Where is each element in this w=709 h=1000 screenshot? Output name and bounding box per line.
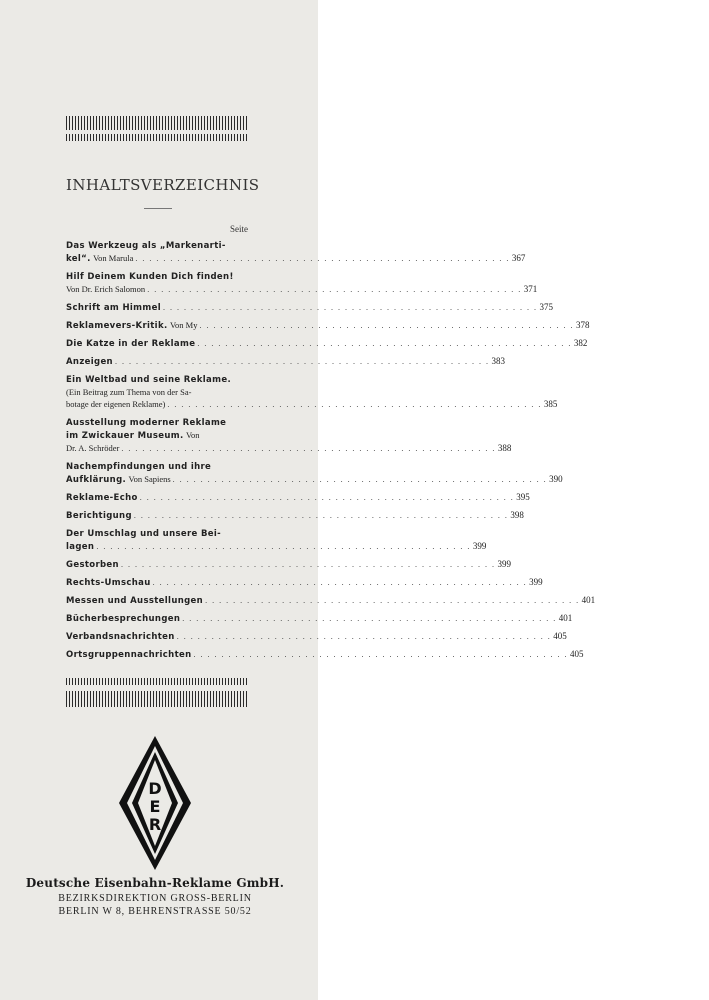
toc-page-number: 390 [549,474,563,484]
toc-line [66,337,588,350]
toc-entry-author: Von My [169,320,198,330]
toc-entry-author: Von Sapiens [128,474,171,484]
toc-leader-dots: . . . . . . . . . . . . . . . . . . . . . . . . . . . . . . . . . . . . . . . . . . . . . . . . . . . . . . [147,285,522,294]
toc-line [66,473,563,486]
toc-entry-title: Das Werkzeug als „Markenarti- [66,241,226,251]
toc-entry-author: Dr. A. Schröder [66,443,120,453]
toc-entry [66,301,553,314]
toc-page-number: 371 [523,284,538,294]
toc-entry [66,355,505,368]
toc-line-text [66,337,195,350]
toc-entry-title: lagen [66,542,95,552]
toc-line-text [66,594,203,607]
toc-line [66,252,526,265]
toc-entry [66,491,530,504]
toc-entry-author: Von [185,430,200,440]
toc-entry-title: Gestorben [66,560,119,570]
company-address: BERLIN W 8, BEHRENSTRASSE 50/52 [58,906,252,917]
toc-line-text [66,252,133,265]
toc-page-number: 395 [516,492,530,502]
toc-page-number: 375 [539,302,553,312]
toc-entry-title: Nachempfindungen und ihre [66,462,212,472]
toc-entry-author: (Ein Beitrag zum Thema von der Sa- [66,387,192,397]
toc-entry-title: Messen und Ausstellungen [66,596,204,606]
toc-entry-title: Berichtigung [66,511,132,521]
bottom-ornament-bar [66,691,248,707]
toc-page-number: 401 [558,613,573,623]
toc-line [66,319,590,332]
toc-line [66,558,511,571]
toc-line [66,648,584,661]
toc-leader-dots: . . . . . . . . . . . . . . . . . . . . . . . . . . . . . . . . . . . . . . . . . . . . . . . . . . . . . . [135,254,510,263]
toc-entry-title: kel“. [66,254,91,264]
toc-page-number: 399 [497,559,511,569]
toc-line [66,270,250,283]
logo-letter-r: R [148,815,162,834]
toc-line-text [66,540,94,553]
toc-entry-title: im Zwickauer Museum. [66,431,184,441]
toc-entry-title: Bücherbesprechungen [66,614,181,624]
logo-letter-e: E [149,797,161,816]
toc-line-text [66,491,138,504]
toc-entry-title: Schrift am Himmel [66,303,161,313]
toc-leader-dots: . . . . . . . . . . . . . . . . . . . . . . . . . . . . . . . . . . . . . . . . . . . . . . . . . . . . . . [162,303,538,312]
toc-entry [66,558,511,571]
toc-entry-title: Der Umschlag und unsere Bei- [66,529,222,539]
toc-line [66,373,250,386]
toc-line-text [66,576,151,589]
toc-page-number: 388 [497,443,512,453]
toc-leader-dots: . . . . . . . . . . . . . . . . . . . . . . . . . . . . . . . . . . . . . . . . . . . . . . . . . . . . . . [96,542,471,551]
toc-entry-title: Ausstellung moderner Reklame [66,418,227,428]
page-title: INHALTSVERZEICHNIS [66,176,260,194]
toc-line [66,239,250,252]
toc-page-number: 399 [472,541,487,551]
toc-leader-dots: . . . . . . . . . . . . . . . . . . . . . . . . . . . . . . . . . . . . . . . . . . . . . . . . . . . . . . [121,444,496,453]
toc-entry-author: Von Marula [93,253,134,263]
toc-line [66,460,250,473]
toc-line-text [66,461,211,471]
toc-leader-dots: . . . . . . . . . . . . . . . . . . . . . . . . . . . . . . . . . . . . . . . . . . . . . . . . . . . . . . [197,339,572,348]
table-of-contents [66,239,596,666]
toc-line-text [66,374,231,384]
toc-entry-author: Von Dr. Erich Salomon [66,284,146,294]
toc-line-text [66,630,175,643]
der-logo [119,736,191,870]
toc-entry [66,648,584,661]
toc-line [66,386,250,398]
toc-leader-dots: . . . . . . . . . . . . . . . . . . . . . . . . . . . . . . . . . . . . . . . . . . . . . . . . . . . . . . [133,511,509,520]
toc-leader-dots: . . . . . . . . . . . . . . . . . . . . . . . . . . . . . . . . . . . . . . . . . . . . . . . . . . . . . . [167,400,542,409]
logo-letter-d: D [148,779,162,798]
toc-line [66,630,567,643]
toc-line-text [66,430,200,440]
toc-entry-title: Ein Weltbad und seine Reklame. [66,375,232,385]
toc-line-text [66,558,119,571]
toc-leader-dots: . . . . . . . . . . . . . . . . . . . . . . . . . . . . . . . . . . . . . . . . . . . . . . . . . . . . . . [205,596,580,605]
page-column-label: Seite [230,224,248,234]
toc-entry-title: Reklame-Echo [66,493,138,503]
toc-line [66,429,250,442]
toc-entry [66,509,524,522]
toc-line-text [66,509,132,522]
toc-page-number: 367 [511,253,526,263]
toc-leader-dots: . . . . . . . . . . . . . . . . . . . . . . . . . . . . . . . . . . . . . . . . . . . . . . . . . . . . . . [176,632,552,641]
district-office: BEZIRKSDIREKTION GROSS-BERLIN [58,893,252,904]
toc-line-text [66,319,197,332]
toc-entry [66,270,538,296]
toc-entry-title: Die Katze in der Reklame [66,339,196,349]
toc-line [66,491,530,504]
toc-entry-author: botage der eigenen Reklame) [66,399,166,409]
toc-line [66,355,505,368]
toc-line [66,540,487,553]
toc-entry [66,630,567,643]
toc-line-text [66,301,161,314]
toc-entry [66,239,526,265]
toc-page-number: 398 [510,510,524,520]
toc-leader-dots: . . . . . . . . . . . . . . . . . . . . . . . . . . . . . . . . . . . . . . . . . . . . . . . . . . . . . . [139,493,515,502]
toc-line-text [66,240,226,250]
company-name: Deutsche Eisenbahn-Reklame GmbH. [25,876,285,890]
toc-page-number: 399 [529,577,543,587]
toc-line [66,398,558,411]
toc-page-number: 383 [491,356,505,366]
toc-entry-title: Ortsgruppennachrichten [66,650,192,660]
toc-line [66,416,250,429]
top-ornament-bar-thin [66,134,248,141]
toc-line-text [66,528,221,538]
title-rule [144,208,172,209]
toc-line-text [66,417,226,427]
toc-entry-title: Hilf Deinem Kunden Dich finden! [66,272,234,282]
toc-entry-title: Anzeigen [66,357,113,367]
toc-line [66,527,250,540]
toc-entry [66,416,512,455]
toc-line [66,594,596,607]
toc-line [66,612,573,625]
toc-page-number: 378 [575,320,590,330]
toc-line [66,301,553,314]
toc-line-text [66,355,113,368]
toc-entry-title: Rechts-Umschau [66,578,151,588]
toc-line [66,576,543,589]
toc-leader-dots: . . . . . . . . . . . . . . . . . . . . . . . . . . . . . . . . . . . . . . . . . . . . . . . . . . . . . . [152,578,528,587]
toc-entry [66,337,588,350]
toc-entry-title: Aufklärung. [66,475,127,485]
toc-line [66,442,512,455]
bottom-ornament-bar-thin [66,678,248,685]
toc-leader-dots: . . . . . . . . . . . . . . . . . . . . . . . . . . . . . . . . . . . . . . . . . . . . . . . . . . . . . . [182,614,557,623]
toc-line [66,283,538,296]
toc-page-number: 405 [570,649,584,659]
toc-leader-dots: . . . . . . . . . . . . . . . . . . . . . . . . . . . . . . . . . . . . . . . . . . . . . . . . . . . . . . [120,560,496,569]
toc-entry [66,527,487,553]
toc-page-number: 405 [553,631,567,641]
toc-page-number: 385 [543,399,558,409]
toc-entry [66,612,573,625]
toc-line-text [66,612,180,625]
toc-entry-title: Reklamevers-Kritik. [66,321,168,331]
toc-leader-dots: . . . . . . . . . . . . . . . . . . . . . . . . . . . . . . . . . . . . . . . . . . . . . . . . . . . . . . [199,321,574,330]
toc-line-text [66,271,234,281]
toc-entry [66,319,590,332]
toc-leader-dots: . . . . . . . . . . . . . . . . . . . . . . . . . . . . . . . . . . . . . . . . . . . . . . . . . . . . . . [114,357,490,366]
toc-line-text [66,473,171,486]
toc-entry [66,460,563,486]
toc-line-text [66,387,191,397]
toc-line-text [66,442,119,454]
toc-entry [66,373,558,411]
toc-line [66,509,524,522]
toc-leader-dots: . . . . . . . . . . . . . . . . . . . . . . . . . . . . . . . . . . . . . . . . . . . . . . . . . . . . . . [193,650,569,659]
toc-line-text [66,648,192,661]
toc-line-text [66,283,145,295]
toc-entry-title: Verbandsnachrichten [66,632,175,642]
toc-entry [66,576,543,589]
toc-leader-dots: . . . . . . . . . . . . . . . . . . . . . . . . . . . . . . . . . . . . . . . . . . . . . . . . . . . . . . [172,475,548,484]
toc-page-number: 401 [581,595,596,605]
toc-line-text [66,398,165,410]
toc-entry [66,594,596,607]
top-ornament-bar [66,116,248,130]
toc-page-number: 382 [573,338,588,348]
